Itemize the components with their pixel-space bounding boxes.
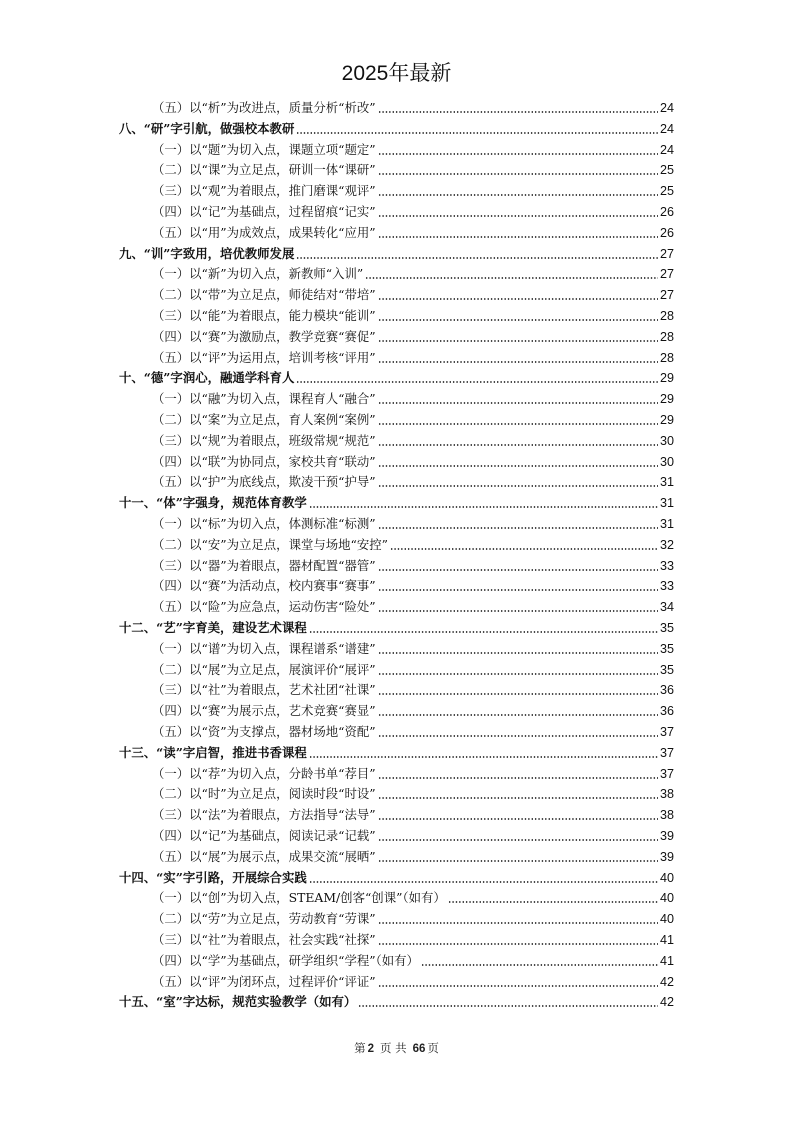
toc-entry-page-number: 39 xyxy=(659,829,674,843)
toc-dot-leader xyxy=(296,246,658,262)
toc-dot-leader xyxy=(378,807,658,823)
toc-entry-page-number: 29 xyxy=(659,392,674,407)
toc-subsection-entry[interactable] xyxy=(152,678,674,698)
toc-entry-title: （三）以“社”为着眼点，社会实践“社探” xyxy=(152,932,376,947)
toc-entry-page-number: 28 xyxy=(659,329,674,344)
toc-subsection-entry[interactable] xyxy=(152,512,674,532)
toc-subsection-entry[interactable] xyxy=(152,949,674,969)
toc-entry-page-number: 24 xyxy=(659,101,674,115)
toc-subsection-entry[interactable] xyxy=(152,325,674,345)
toc-dot-leader xyxy=(378,766,658,782)
toc-dot-leader xyxy=(378,724,658,740)
toc-entry-title: （二）以“安”为立足点，课堂与场地“安控” xyxy=(152,536,388,552)
toc-dot-leader xyxy=(309,620,658,636)
toc-entry-title: （五）以“资”为支撑点，器材场地“资配” xyxy=(152,724,376,739)
toc-entry-title: （二）以“展”为立足点，展演评价“展评” xyxy=(152,661,376,677)
toc-entry-title: （三）以“法”为着眼点，方法指导“法导” xyxy=(152,807,376,823)
toc-dot-leader xyxy=(296,370,658,386)
toc-dot-leader xyxy=(378,828,658,844)
toc-entry-page-number: 41 xyxy=(659,933,674,947)
toc-entry-title: （三）以“观”为着眼点，推门磨课“观评” xyxy=(152,183,376,199)
toc-dot-leader xyxy=(378,433,658,449)
toc-entry-page-number: 42 xyxy=(659,995,674,1010)
footer-suffix: 页 xyxy=(427,1041,439,1055)
toc-entry-title: 十四、“实”字引路，开展综合实践 xyxy=(119,869,307,885)
toc-dot-leader xyxy=(378,558,658,574)
toc-subsection-entry[interactable] xyxy=(152,408,674,428)
toc-entry-title: 十一、“体”字强身，规范体育教学 xyxy=(119,495,307,511)
toc-entry-title: （四）以“记”为基础点，过程留痕“记实” xyxy=(152,204,376,219)
toc-dot-leader xyxy=(378,599,658,615)
toc-dot-leader xyxy=(378,204,658,220)
toc-dot-leader xyxy=(378,162,658,178)
toc-subsection-entry[interactable] xyxy=(152,96,674,116)
footer-current-page: 2 xyxy=(367,1043,374,1055)
toc-subsection-entry[interactable] xyxy=(152,283,674,303)
toc-entry-page-number: 31 xyxy=(659,496,674,511)
toc-entry-page-number: 40 xyxy=(659,912,674,927)
toc-entry-page-number: 26 xyxy=(659,225,674,240)
toc-entry-title: （一）以“题”为切入点，课题立项“题定” xyxy=(152,141,376,157)
toc-subsection-entry[interactable] xyxy=(152,928,674,948)
toc-dot-leader xyxy=(378,786,658,802)
toc-dot-leader xyxy=(378,682,658,698)
toc-entry-title: 九、“训”字致用，培优教师发展 xyxy=(119,245,295,261)
toc-dot-leader xyxy=(378,516,658,532)
toc-entry-page-number: 38 xyxy=(659,787,674,802)
toc-entry-page-number: 25 xyxy=(659,184,674,199)
toc-entry-page-number: 35 xyxy=(659,621,674,635)
toc-dot-leader xyxy=(378,183,658,199)
toc-entry-page-number: 30 xyxy=(659,454,674,469)
toc-entry-title: （二）以“劳”为立足点，劳动教育“劳课” xyxy=(152,911,376,927)
toc-section-entry[interactable] xyxy=(119,242,674,262)
toc-entry-title: （四）以“记”为基础点，阅读记录“记载” xyxy=(152,828,376,843)
toc-dot-leader xyxy=(378,412,658,428)
toc-entry-title: （五）以“展”为展示点，成果交流“展晒” xyxy=(152,848,376,864)
toc-entry-title: （五）以“用”为成效点，成果转化“应用” xyxy=(152,224,376,240)
toc-entry-page-number: 31 xyxy=(659,475,674,490)
toc-dot-leader xyxy=(390,537,658,553)
toc-entry-page-number: 26 xyxy=(659,205,674,219)
toc-entry-title: 十三、“读”字启智，推进书香课程 xyxy=(119,744,307,760)
toc-dot-leader xyxy=(448,890,658,906)
toc-entry-title: （二）以“课”为立足点，研训一体“课研” xyxy=(152,162,376,178)
toc-entry-page-number: 42 xyxy=(659,974,674,989)
toc-section-entry[interactable] xyxy=(119,616,674,636)
toc-entry-page-number: 36 xyxy=(659,683,674,698)
toc-entry-page-number: 24 xyxy=(659,121,674,136)
toc-dot-leader xyxy=(378,911,658,927)
toc-entry-page-number: 34 xyxy=(659,600,674,615)
toc-subsection-entry[interactable] xyxy=(152,346,674,366)
toc-dot-leader xyxy=(378,974,658,990)
toc-dot-leader xyxy=(378,100,658,116)
toc-entry-title: 十五、“室”字达标，规范实验教学（如有） xyxy=(119,994,357,1010)
toc-entry-title: 十二、“艺”字育美，建设艺术课程 xyxy=(119,620,307,635)
toc-entry-title: （二）以“案”为立足点，育人案例“案例” xyxy=(152,412,376,427)
toc-subsection-entry[interactable] xyxy=(152,470,674,490)
toc-dot-leader xyxy=(378,932,658,948)
toc-subsection-entry[interactable] xyxy=(152,450,674,470)
toc-subsection-entry[interactable] xyxy=(152,221,674,241)
toc-entry-title: （三）以“能”为着眼点，能力模块“能训” xyxy=(152,308,376,323)
toc-subsection-entry[interactable] xyxy=(152,262,674,282)
footer-prefix: 第 xyxy=(354,1041,366,1055)
toc-dot-leader xyxy=(378,641,658,657)
toc-entry-page-number: 37 xyxy=(659,725,674,739)
toc-subsection-entry[interactable] xyxy=(152,158,674,178)
toc-entry-page-number: 30 xyxy=(659,433,674,448)
toc-entry-page-number: 27 xyxy=(659,267,674,282)
toc-entry-title: 十、“德”字润心，融通学科育人 xyxy=(119,370,295,386)
toc-entry-title: （三）以“社”为着眼点，艺术社团“社课” xyxy=(152,682,376,698)
page-footer xyxy=(0,1040,793,1057)
toc-section-entry[interactable] xyxy=(119,866,674,886)
toc-entry-page-number: 40 xyxy=(659,891,674,906)
toc-entry-title: （五）以“评”为闭环点，过程评价“评证” xyxy=(152,973,376,989)
toc-entry-page-number: 38 xyxy=(659,808,674,823)
toc-subsection-entry[interactable] xyxy=(152,138,674,158)
toc-entry-page-number: 24 xyxy=(659,142,674,157)
toc-entry-title: （三）以“规”为着眼点，班级常规“规范” xyxy=(152,432,376,448)
toc-entry-page-number: 25 xyxy=(659,163,674,178)
toc-dot-leader xyxy=(296,121,658,137)
toc-entry-title: （四）以“赛”为活动点，校内赛事“赛事” xyxy=(152,578,376,594)
toc-subsection-entry[interactable] xyxy=(152,720,674,740)
toc-subsection-entry[interactable] xyxy=(152,907,674,927)
toc-entry-page-number: 36 xyxy=(659,704,674,719)
toc-dot-leader xyxy=(309,745,658,761)
toc-entry-title: （三）以“器”为着眼点，器材配置“器管” xyxy=(152,557,376,573)
toc-entry-page-number: 40 xyxy=(659,870,674,885)
toc-subsection-entry[interactable] xyxy=(152,658,674,678)
document-header-title: 2025年最新 xyxy=(341,62,452,85)
toc-dot-leader xyxy=(378,474,658,490)
toc-dot-leader xyxy=(378,329,658,345)
toc-entry-page-number: 28 xyxy=(659,350,674,365)
toc-dot-leader xyxy=(378,662,658,678)
toc-subsection-entry[interactable] xyxy=(152,387,674,407)
toc-dot-leader xyxy=(378,142,658,158)
toc-entry-title: （一）以“标”为切入点，体测标准“标测” xyxy=(152,516,376,531)
toc-section-entry[interactable] xyxy=(119,117,674,137)
toc-dot-leader xyxy=(378,849,658,865)
toc-entry-title: （五）以“析”为改进点，质量分析“析改” xyxy=(152,100,376,115)
toc-entry-page-number: 31 xyxy=(659,517,674,531)
toc-dot-leader xyxy=(378,703,658,719)
toc-entry-title: （一）以“谱”为切入点，课程谱系“谱建” xyxy=(152,640,376,656)
toc-subsection-entry[interactable] xyxy=(152,845,674,865)
toc-subsection-entry[interactable] xyxy=(152,200,674,220)
toc-entry-title: （一）以“融”为切入点，课程育人“融合” xyxy=(152,391,376,407)
toc-section-entry[interactable] xyxy=(119,491,674,511)
toc-entry-page-number: 28 xyxy=(659,309,674,323)
toc-entry-page-number: 32 xyxy=(659,537,674,552)
toc-entry-page-number: 33 xyxy=(659,579,674,594)
toc-dot-leader xyxy=(378,225,658,241)
toc-entry-title: （一）以“创”为切入点，STEAM/创客“创课”（如有） xyxy=(152,890,446,906)
toc-section-entry[interactable] xyxy=(119,741,674,761)
toc-subsection-entry[interactable] xyxy=(152,595,674,615)
toc-entry-page-number: 29 xyxy=(659,413,674,427)
toc-entry-page-number: 41 xyxy=(659,953,674,968)
toc-entry-page-number: 35 xyxy=(659,662,674,677)
toc-dot-leader xyxy=(378,454,658,470)
toc-entry-title: （五）以“险”为应急点，运动伤害“险处” xyxy=(152,599,376,615)
toc-dot-leader xyxy=(358,994,658,1010)
toc-entry-title: （四）以“学”为基础点，研学组织“学程”（如有） xyxy=(152,952,419,968)
toc-entry-title: （四）以“赛”为展示点，艺术竞赛“赛显” xyxy=(152,703,376,719)
toc-dot-leader xyxy=(378,308,658,324)
toc-entry-page-number: 37 xyxy=(659,745,674,760)
toc-subsection-entry[interactable] xyxy=(152,782,674,802)
toc-subsection-entry[interactable] xyxy=(152,762,674,782)
toc-subsection-entry[interactable] xyxy=(152,429,674,449)
toc-entry-title: （四）以“联”为协同点，家校共育“联动” xyxy=(152,453,376,469)
toc-entry-page-number: 35 xyxy=(659,641,674,656)
toc-entry-page-number: 33 xyxy=(659,558,674,573)
toc-dot-leader xyxy=(365,266,658,282)
toc-entry-page-number: 27 xyxy=(659,288,674,303)
toc-subsection-entry[interactable] xyxy=(152,574,674,594)
toc-subsection-entry[interactable] xyxy=(152,533,674,553)
toc-dot-leader xyxy=(378,350,658,366)
toc-subsection-entry[interactable] xyxy=(152,803,674,823)
toc-entry-page-number: 39 xyxy=(659,849,674,864)
toc-entry-title: （二）以“时”为立足点，阅读时段“时设” xyxy=(152,786,376,802)
toc-dot-leader xyxy=(421,953,658,969)
toc-entry-title: （一）以“新”为切入点，新教师“入训” xyxy=(152,266,364,282)
toc-subsection-entry[interactable] xyxy=(152,304,674,324)
toc-entry-title: （四）以“赛”为激励点，教学竞赛“赛促” xyxy=(152,328,376,344)
toc-section-entry[interactable] xyxy=(119,990,674,1010)
toc-subsection-entry[interactable] xyxy=(152,179,674,199)
toc-dot-leader xyxy=(378,578,658,594)
toc-section-entry[interactable] xyxy=(119,366,674,386)
footer-total-pages: 66 xyxy=(412,1043,426,1055)
footer-middle: 页 共 xyxy=(379,1041,407,1055)
toc-entry-title: （五）以“评”为运用点，培训考核“评用” xyxy=(152,349,376,365)
toc-subsection-entry[interactable] xyxy=(152,886,674,906)
toc-entry-title: （一）以“荐”为切入点，分龄书单“荐目” xyxy=(152,765,376,781)
toc-entry-page-number: 37 xyxy=(659,766,674,781)
toc-entry-title: （二）以“带”为立足点，师徒结对“带培” xyxy=(152,287,376,303)
toc-entry-page-number: 29 xyxy=(659,371,674,386)
toc-entry-title: （五）以“护”为底线点，欺凌干预“护导” xyxy=(152,474,376,490)
toc-subsection-entry[interactable] xyxy=(152,554,674,574)
toc-subsection-entry[interactable] xyxy=(152,824,674,844)
toc-entry-title: 八、“研”字引航，做强校本教研 xyxy=(119,120,295,136)
toc-dot-leader xyxy=(378,391,658,407)
toc-entry-page-number: 27 xyxy=(659,246,674,261)
toc-dot-leader xyxy=(309,495,658,511)
toc-dot-leader xyxy=(309,870,658,886)
toc-subsection-entry[interactable] xyxy=(152,637,674,657)
toc-dot-leader xyxy=(378,287,658,303)
toc-subsection-entry[interactable] xyxy=(152,699,674,719)
toc-subsection-entry[interactable] xyxy=(152,970,674,990)
